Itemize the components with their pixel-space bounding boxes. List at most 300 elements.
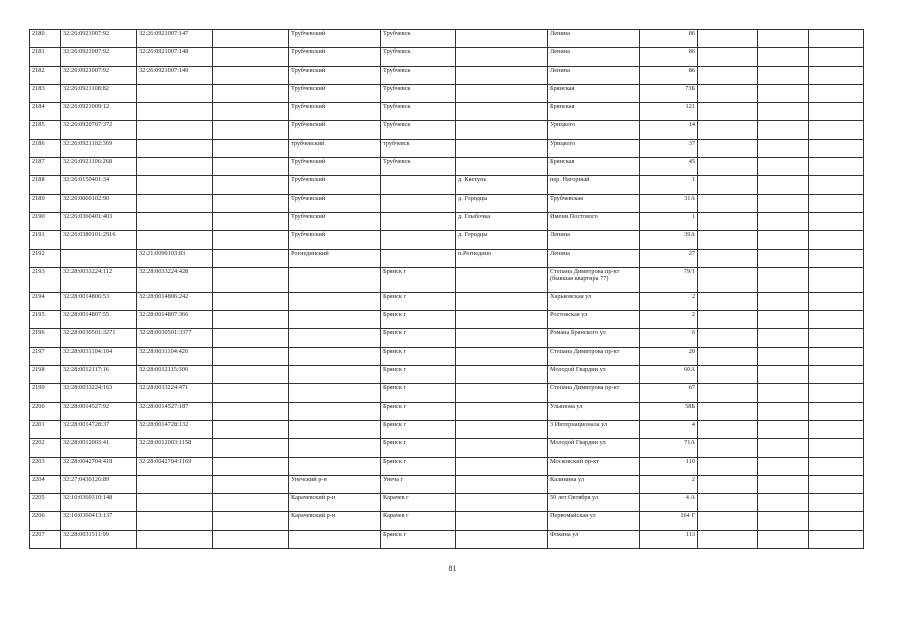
table-row bbox=[30, 439, 864, 457]
cell-note-b bbox=[758, 311, 809, 329]
cell-city bbox=[381, 194, 456, 212]
cell-city bbox=[381, 231, 456, 249]
cell-district: Трубчевский bbox=[289, 48, 381, 66]
cell-cadastral-number bbox=[61, 249, 137, 267]
table-row bbox=[30, 121, 864, 139]
cell-city: Трубчевск bbox=[381, 66, 456, 84]
cell-house-number: 86 bbox=[640, 66, 698, 84]
cell-house-number: 121 bbox=[640, 103, 698, 121]
cell-settlement bbox=[456, 439, 548, 457]
cell-note-b bbox=[758, 475, 809, 493]
cell-district bbox=[289, 439, 381, 457]
cell-note-b bbox=[758, 329, 809, 347]
cell-city: Трубчевск bbox=[381, 30, 456, 48]
cell-cadastral-number: 32:28:0033224:163 bbox=[61, 384, 137, 402]
cell-note-a bbox=[698, 48, 758, 66]
cell-note-a bbox=[698, 402, 758, 420]
cell-note-b bbox=[758, 267, 809, 292]
cell-district: Трубчевский bbox=[289, 121, 381, 139]
cell-district: Трубчевский bbox=[289, 103, 381, 121]
cell-city: Трубчевск bbox=[381, 48, 456, 66]
cell-row-index: 2191 bbox=[30, 231, 61, 249]
cell-row-index: 2185 bbox=[30, 121, 61, 139]
cell-note-b bbox=[758, 457, 809, 475]
cell-city: Брянск г bbox=[381, 420, 456, 438]
cell-note-a bbox=[698, 84, 758, 102]
cell-note-a bbox=[698, 158, 758, 176]
cell-cadastral-number: 32:28:0014806:53 bbox=[61, 292, 137, 310]
cell-street: Ленина bbox=[548, 66, 640, 84]
cell-row-index: 2186 bbox=[30, 139, 61, 157]
cell-house-number: 4 bbox=[640, 420, 698, 438]
cell-city: Трубчевск bbox=[381, 103, 456, 121]
cell-street: Степана Димитрова пр-кт bbox=[548, 347, 640, 365]
cell-city bbox=[381, 249, 456, 267]
cell-city: Брянск г bbox=[381, 347, 456, 365]
cell-row-index: 2180 bbox=[30, 30, 61, 48]
cell-city: трубчевск bbox=[381, 139, 456, 157]
cell-note-c bbox=[809, 212, 864, 230]
cell-street: Степана Димитрова пр-кт bbox=[548, 384, 640, 402]
cell-note-a bbox=[698, 311, 758, 329]
cell-sub-cadastral-number bbox=[137, 176, 213, 194]
cell-extra-code bbox=[213, 384, 289, 402]
cell-note-c bbox=[809, 347, 864, 365]
cell-sub-cadastral-number bbox=[137, 475, 213, 493]
cell-row-index: 2194 bbox=[30, 292, 61, 310]
cell-sub-cadastral-number: 32:26:0921007:147 bbox=[137, 30, 213, 48]
cell-cadastral-number: 32:28:0030501:3271 bbox=[61, 329, 137, 347]
cell-cadastral-number: 32:26:0060102:90 bbox=[61, 194, 137, 212]
cell-settlement bbox=[456, 384, 548, 402]
cell-cadastral-number: 32:26:0380101:2916 bbox=[61, 231, 137, 249]
cell-house-number: 113 bbox=[640, 530, 698, 548]
cell-house-number: 79/1 bbox=[640, 267, 698, 292]
table-row bbox=[30, 347, 864, 365]
cell-note-a bbox=[698, 103, 758, 121]
cell-note-b bbox=[758, 347, 809, 365]
cell-street: Урицкого bbox=[548, 121, 640, 139]
cell-street: Харьковская ул bbox=[548, 292, 640, 310]
table-row bbox=[30, 212, 864, 230]
cell-row-index: 2187 bbox=[30, 158, 61, 176]
cell-note-a bbox=[698, 231, 758, 249]
cell-note-c bbox=[809, 249, 864, 267]
cell-note-b bbox=[758, 249, 809, 267]
table-row bbox=[30, 103, 864, 121]
cell-cadastral-number: 32:26:0921007:92 bbox=[61, 48, 137, 66]
cell-note-c bbox=[809, 402, 864, 420]
cell-district bbox=[289, 267, 381, 292]
table-row bbox=[30, 249, 864, 267]
cell-settlement bbox=[456, 103, 548, 121]
cell-note-b bbox=[758, 439, 809, 457]
cell-settlement bbox=[456, 366, 548, 384]
cell-note-b bbox=[758, 158, 809, 176]
cell-note-b bbox=[758, 103, 809, 121]
cell-note-b bbox=[758, 212, 809, 230]
cell-settlement bbox=[456, 475, 548, 493]
cell-extra-code bbox=[213, 30, 289, 48]
cell-house-number: 1 bbox=[640, 212, 698, 230]
table-row bbox=[30, 366, 864, 384]
cell-note-a bbox=[698, 329, 758, 347]
cell-city: Брянск г bbox=[381, 402, 456, 420]
cell-note-c bbox=[809, 494, 864, 512]
cell-district bbox=[289, 347, 381, 365]
cell-cadastral-number: 32:28:0031104:104 bbox=[61, 347, 137, 365]
cell-street: Молодой Гвардии ул bbox=[548, 439, 640, 457]
table-row bbox=[30, 512, 864, 530]
cell-note-b bbox=[758, 66, 809, 84]
records-table bbox=[29, 29, 864, 549]
table-row bbox=[30, 66, 864, 84]
cell-house-number: 67 bbox=[640, 384, 698, 402]
cell-extra-code bbox=[213, 231, 289, 249]
cell-note-b bbox=[758, 30, 809, 48]
cell-settlement: д. Кветунь bbox=[456, 176, 548, 194]
cell-street: Имени Постового bbox=[548, 212, 640, 230]
cell-house-number: 58Б bbox=[640, 402, 698, 420]
cell-street: Брянская bbox=[548, 158, 640, 176]
cell-city: Брянск г bbox=[381, 329, 456, 347]
cell-house-number: 2 bbox=[640, 311, 698, 329]
cell-row-index: 2192 bbox=[30, 249, 61, 267]
cell-street: Брянская bbox=[548, 84, 640, 102]
cell-cadastral-number: 32:26:0921106:268 bbox=[61, 158, 137, 176]
cell-note-c bbox=[809, 231, 864, 249]
cell-note-b bbox=[758, 139, 809, 157]
cell-settlement bbox=[456, 66, 548, 84]
cell-district: Трубчевский bbox=[289, 84, 381, 102]
table-row bbox=[30, 139, 864, 157]
cell-note-b bbox=[758, 231, 809, 249]
table-row bbox=[30, 402, 864, 420]
cell-note-c bbox=[809, 84, 864, 102]
cell-settlement bbox=[456, 512, 548, 530]
table-row bbox=[30, 292, 864, 310]
cell-settlement bbox=[456, 420, 548, 438]
cell-street: 50 лет Октября ул bbox=[548, 494, 640, 512]
records-table-body bbox=[30, 30, 864, 549]
cell-note-c bbox=[809, 530, 864, 548]
cell-city: Брянск г bbox=[381, 311, 456, 329]
cell-row-index: 2202 bbox=[30, 439, 61, 457]
cell-extra-code bbox=[213, 212, 289, 230]
cell-row-index: 2193 bbox=[30, 267, 61, 292]
cell-cadastral-number: 32:28:0014807:55 bbox=[61, 311, 137, 329]
cell-note-c bbox=[809, 30, 864, 48]
cell-sub-cadastral-number: 32:28:0031104:426 bbox=[137, 347, 213, 365]
cell-note-b bbox=[758, 494, 809, 512]
cell-house-number: 39А bbox=[640, 231, 698, 249]
cell-cadastral-number: 32:28:0031511:99 bbox=[61, 530, 137, 548]
cell-extra-code bbox=[213, 48, 289, 66]
cell-extra-code bbox=[213, 267, 289, 292]
cell-street: Первомайская ул bbox=[548, 512, 640, 530]
cell-district bbox=[289, 329, 381, 347]
cell-row-index: 2188 bbox=[30, 176, 61, 194]
cell-street: Ленина bbox=[548, 249, 640, 267]
cell-district: Рогнединский bbox=[289, 249, 381, 267]
cell-extra-code bbox=[213, 402, 289, 420]
cell-settlement bbox=[456, 457, 548, 475]
cell-row-index: 2183 bbox=[30, 84, 61, 102]
cell-cadastral-number: 32:26:0921102:369 bbox=[61, 139, 137, 157]
cell-city: Брянск г bbox=[381, 292, 456, 310]
cell-cadastral-number: 32:10:0360310:148 bbox=[61, 494, 137, 512]
cell-settlement bbox=[456, 84, 548, 102]
cell-cadastral-number: 32:28:0033224:112 bbox=[61, 267, 137, 292]
cell-city: Брянск г bbox=[381, 530, 456, 548]
cell-cadastral-number: 32:10:0360413:137 bbox=[61, 512, 137, 530]
cell-house-number: 86 bbox=[640, 30, 698, 48]
table-row bbox=[30, 30, 864, 48]
table-row bbox=[30, 194, 864, 212]
cell-settlement bbox=[456, 30, 548, 48]
cell-district bbox=[289, 384, 381, 402]
cell-city: Карачев г bbox=[381, 494, 456, 512]
cell-row-index: 2184 bbox=[30, 103, 61, 121]
cell-extra-code bbox=[213, 84, 289, 102]
table-row bbox=[30, 231, 864, 249]
cell-cadastral-number: 32:26:0921007:92 bbox=[61, 30, 137, 48]
cell-sub-cadastral-number: 32:21:0090103:83 bbox=[137, 249, 213, 267]
page-number: 81 bbox=[448, 564, 457, 573]
cell-note-a bbox=[698, 194, 758, 212]
table-row bbox=[30, 84, 864, 102]
table-row bbox=[30, 420, 864, 438]
cell-street: Романа Брянского ул bbox=[548, 329, 640, 347]
cell-row-index: 2200 bbox=[30, 402, 61, 420]
cell-note-a bbox=[698, 121, 758, 139]
cell-row-index: 2199 bbox=[30, 384, 61, 402]
cell-district: трубчевский bbox=[289, 139, 381, 157]
cell-sub-cadastral-number bbox=[137, 530, 213, 548]
cell-extra-code bbox=[213, 475, 289, 493]
cell-sub-cadastral-number bbox=[137, 212, 213, 230]
cell-house-number: 37 bbox=[640, 139, 698, 157]
cell-sub-cadastral-number: 32:26:0921007:149 bbox=[137, 66, 213, 84]
cell-row-index: 2181 bbox=[30, 48, 61, 66]
cell-sub-cadastral-number bbox=[137, 194, 213, 212]
cell-extra-code bbox=[213, 329, 289, 347]
cell-street: Ленина bbox=[548, 30, 640, 48]
cell-house-number: 45 bbox=[640, 158, 698, 176]
cell-note-a bbox=[698, 267, 758, 292]
cell-row-index: 2206 bbox=[30, 512, 61, 530]
cell-sub-cadastral-number bbox=[137, 84, 213, 102]
cell-note-b bbox=[758, 384, 809, 402]
cell-street: Трубчевская bbox=[548, 194, 640, 212]
cell-note-a bbox=[698, 512, 758, 530]
cell-row-index: 2205 bbox=[30, 494, 61, 512]
cell-row-index: 2196 bbox=[30, 329, 61, 347]
cell-note-c bbox=[809, 439, 864, 457]
cell-settlement bbox=[456, 347, 548, 365]
cell-sub-cadastral-number bbox=[137, 121, 213, 139]
cell-city: Трубчевск bbox=[381, 158, 456, 176]
cell-note-a bbox=[698, 420, 758, 438]
cell-street: Брянская bbox=[548, 103, 640, 121]
cell-note-a bbox=[698, 494, 758, 512]
cell-extra-code bbox=[213, 347, 289, 365]
cell-settlement bbox=[456, 402, 548, 420]
cell-row-index: 2198 bbox=[30, 366, 61, 384]
cell-cadastral-number: 32:27:0430126:89 bbox=[61, 475, 137, 493]
cell-district: Трубчевский bbox=[289, 212, 381, 230]
cell-note-c bbox=[809, 512, 864, 530]
cell-note-a bbox=[698, 212, 758, 230]
cell-city: Унеча г bbox=[381, 475, 456, 493]
cell-sub-cadastral-number: 32:28:0033224:471 bbox=[137, 384, 213, 402]
cell-city: Брянск г bbox=[381, 267, 456, 292]
cell-sub-cadastral-number: 32:28:0030501:3377 bbox=[137, 329, 213, 347]
cell-city: Брянск г bbox=[381, 457, 456, 475]
cell-note-c bbox=[809, 329, 864, 347]
cell-settlement bbox=[456, 121, 548, 139]
table-row bbox=[30, 158, 864, 176]
cell-settlement: д. Городцы bbox=[456, 194, 548, 212]
cell-district bbox=[289, 530, 381, 548]
cell-street: Фокина ул bbox=[548, 530, 640, 548]
cell-sub-cadastral-number bbox=[137, 158, 213, 176]
cell-note-a bbox=[698, 66, 758, 84]
cell-note-c bbox=[809, 103, 864, 121]
cell-sub-cadastral-number: 32:28:0014728:132 bbox=[137, 420, 213, 438]
cell-cadastral-number: 32:26:0920707:372 bbox=[61, 121, 137, 139]
cell-cadastral-number: 32:26:0921108:82 bbox=[61, 84, 137, 102]
cell-note-b bbox=[758, 292, 809, 310]
cell-extra-code bbox=[213, 530, 289, 548]
cell-house-number: 73Б bbox=[640, 84, 698, 102]
cell-extra-code bbox=[213, 121, 289, 139]
cell-sub-cadastral-number: 32:28:0014806:242 bbox=[137, 292, 213, 310]
cell-house-number: 86 bbox=[640, 48, 698, 66]
cell-street: пер. Нагорный bbox=[548, 176, 640, 194]
table-row bbox=[30, 494, 864, 512]
cell-settlement bbox=[456, 292, 548, 310]
cell-cadastral-number: 32:28:0012117:16 bbox=[61, 366, 137, 384]
cell-extra-code bbox=[213, 194, 289, 212]
cell-city: Брянск г bbox=[381, 366, 456, 384]
cell-street: Ленина bbox=[548, 48, 640, 66]
cell-note-a bbox=[698, 30, 758, 48]
cell-settlement: п.Рогнедино bbox=[456, 249, 548, 267]
cell-settlement bbox=[456, 139, 548, 157]
cell-district: Трубчевский bbox=[289, 66, 381, 84]
cell-house-number: 1 bbox=[640, 176, 698, 194]
cell-note-b bbox=[758, 84, 809, 102]
cell-street: Ульянова ул bbox=[548, 402, 640, 420]
cell-row-index: 2197 bbox=[30, 347, 61, 365]
cell-row-index: 2190 bbox=[30, 212, 61, 230]
cell-cadastral-number: 32:28:0042704:418 bbox=[61, 457, 137, 475]
cell-extra-code bbox=[213, 66, 289, 84]
cell-extra-code bbox=[213, 457, 289, 475]
cell-note-a bbox=[698, 475, 758, 493]
cell-note-c bbox=[809, 267, 864, 292]
cell-note-c bbox=[809, 48, 864, 66]
cell-house-number: 71А bbox=[640, 439, 698, 457]
cell-sub-cadastral-number: 32:28:0042704:1169 bbox=[137, 457, 213, 475]
cell-district: Трубчевский bbox=[289, 158, 381, 176]
cell-district: Трубчевский bbox=[289, 176, 381, 194]
cell-note-b bbox=[758, 366, 809, 384]
cell-note-c bbox=[809, 139, 864, 157]
cell-sub-cadastral-number: 32:28:0012003:1158 bbox=[137, 439, 213, 457]
cell-sub-cadastral-number: 32:28:0014527:187 bbox=[137, 402, 213, 420]
cell-district: Трубчевский bbox=[289, 231, 381, 249]
cell-settlement bbox=[456, 48, 548, 66]
cell-district bbox=[289, 292, 381, 310]
cell-city: Трубчевск bbox=[381, 121, 456, 139]
cell-row-index: 2204 bbox=[30, 475, 61, 493]
cell-row-index: 2207 bbox=[30, 530, 61, 548]
cell-sub-cadastral-number bbox=[137, 231, 213, 249]
cell-house-number: 110 bbox=[640, 457, 698, 475]
cell-note-c bbox=[809, 384, 864, 402]
cell-note-b bbox=[758, 48, 809, 66]
table-row bbox=[30, 457, 864, 475]
cell-extra-code bbox=[213, 103, 289, 121]
cell-house-number: 4 А bbox=[640, 494, 698, 512]
cell-house-number: 60А bbox=[640, 366, 698, 384]
cell-sub-cadastral-number bbox=[137, 139, 213, 157]
cell-note-a bbox=[698, 366, 758, 384]
cell-extra-code bbox=[213, 311, 289, 329]
cell-note-b bbox=[758, 121, 809, 139]
cell-row-index: 2195 bbox=[30, 311, 61, 329]
cell-note-a bbox=[698, 457, 758, 475]
cell-sub-cadastral-number bbox=[137, 512, 213, 530]
cell-sub-cadastral-number: 32:28:0012115:300 bbox=[137, 366, 213, 384]
cell-note-b bbox=[758, 512, 809, 530]
cell-settlement: д. Глыбочка bbox=[456, 212, 548, 230]
cell-street: 3 Интернационала ул bbox=[548, 420, 640, 438]
cell-settlement: д. Городцы bbox=[456, 231, 548, 249]
cell-city: Карачев г bbox=[381, 512, 456, 530]
cell-cadastral-number: 32:26:0360401:403 bbox=[61, 212, 137, 230]
cell-note-b bbox=[758, 402, 809, 420]
cell-city bbox=[381, 212, 456, 230]
cell-house-number: 164 Г bbox=[640, 512, 698, 530]
cell-note-c bbox=[809, 366, 864, 384]
cell-note-c bbox=[809, 66, 864, 84]
cell-extra-code bbox=[213, 420, 289, 438]
cell-row-index: 2189 bbox=[30, 194, 61, 212]
cell-sub-cadastral-number bbox=[137, 494, 213, 512]
cell-note-a bbox=[698, 439, 758, 457]
cell-settlement bbox=[456, 494, 548, 512]
cell-note-a bbox=[698, 249, 758, 267]
cell-extra-code bbox=[213, 494, 289, 512]
cell-note-c bbox=[809, 475, 864, 493]
cell-settlement bbox=[456, 329, 548, 347]
table-row bbox=[30, 176, 864, 194]
table-row bbox=[30, 475, 864, 493]
cell-cadastral-number: 32:26:0921007:92 bbox=[61, 66, 137, 84]
cell-sub-cadastral-number: 32:28:0033224:428 bbox=[137, 267, 213, 292]
cell-district bbox=[289, 366, 381, 384]
cell-row-index: 2203 bbox=[30, 457, 61, 475]
cell-city bbox=[381, 176, 456, 194]
cell-house-number: 6 bbox=[640, 329, 698, 347]
cell-cadastral-number: 32:28:0014728:37 bbox=[61, 420, 137, 438]
cell-note-c bbox=[809, 292, 864, 310]
cell-note-c bbox=[809, 457, 864, 475]
cell-house-number: 2 bbox=[640, 292, 698, 310]
